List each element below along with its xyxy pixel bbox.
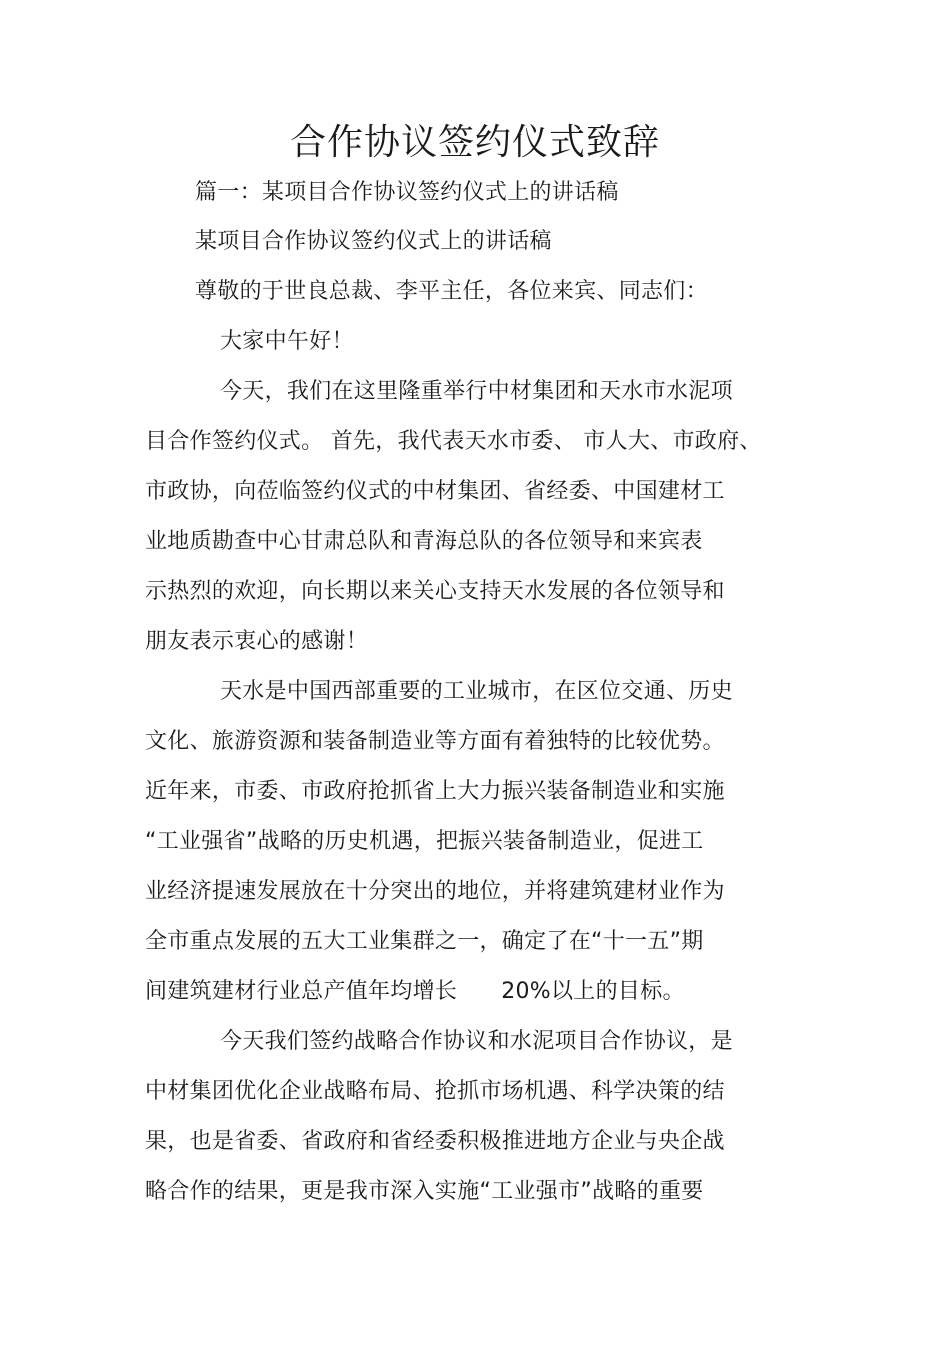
paragraph-line: 果，也是省委、省政府和省经委积极推进地方企业与央企战 [145, 1129, 725, 1154]
salutation: 尊敬的于世良总裁、李平主任，各位来宾、同志们： [195, 279, 708, 304]
speech-title: 某项目合作协议签约仪式上的讲话稿 [195, 229, 552, 254]
paragraph-line: 示热烈的欢迎，向长期以来关心支持天水发展的各位领导和 [145, 579, 725, 604]
paragraph-line: 近年来，市委、市政府抢抓省上大力振兴装备制造业和实施 [145, 779, 725, 804]
paragraph-line [145, 977, 685, 1007]
greeting: 大家中午好！ [220, 329, 354, 354]
paragraph-line: 全市重点发展的五大工业集群之一，确定了在“十一五”期 [145, 929, 704, 954]
paragraph-line: “工业强省”战略的历史机遇，把振兴装备制造业，促进工 [145, 829, 704, 854]
paragraph-line: 今天，我们在这里隆重举行中材集团和天水市水泥项 [220, 379, 733, 404]
paragraph-line: 略合作的结果，更是我市深入实施“工业强市”战略的重要 [145, 1179, 704, 1204]
paragraph-line: 市政协，向莅临签约仪式的中材集团、省经委、中国建材工 [145, 479, 725, 504]
paragraph-line: 中材集团优化企业战略布局、抢抓市场机遇、科学决策的结 [145, 1079, 725, 1104]
paragraph-line: 天水是中国西部重要的工业城市，在区位交通、历史 [220, 679, 733, 704]
paragraph-line: 今天我们签约战略合作协议和水泥项目合作协议，是 [220, 1029, 733, 1054]
document-title: 合作协议签约仪式致辞 [289, 122, 660, 163]
paragraph-line: 朋友表示衷心的感谢！ [145, 629, 369, 654]
paragraph-line: 业地质勘查中心甘肃总队和青海总队的各位领导和来宾表 [145, 529, 703, 554]
paragraph-text: 间建筑建材行业总产值年均增长 [145, 979, 458, 1004]
paragraph-text: 20%以上的目标。 [501, 979, 685, 1004]
paragraph-line: 业经济提速发展放在十分突出的地位，并将建筑建材业作为 [145, 879, 725, 904]
paragraph-line: 文化、旅游资源和装备制造业等方面有着独特的比较优势。 [145, 729, 725, 754]
section-heading: 篇一：某项目合作协议签约仪式上的讲话稿 [195, 180, 619, 205]
paragraph-line: 目合作签约仪式。 首先，我代表天水市委、 市人大、市政府、 [145, 429, 762, 454]
